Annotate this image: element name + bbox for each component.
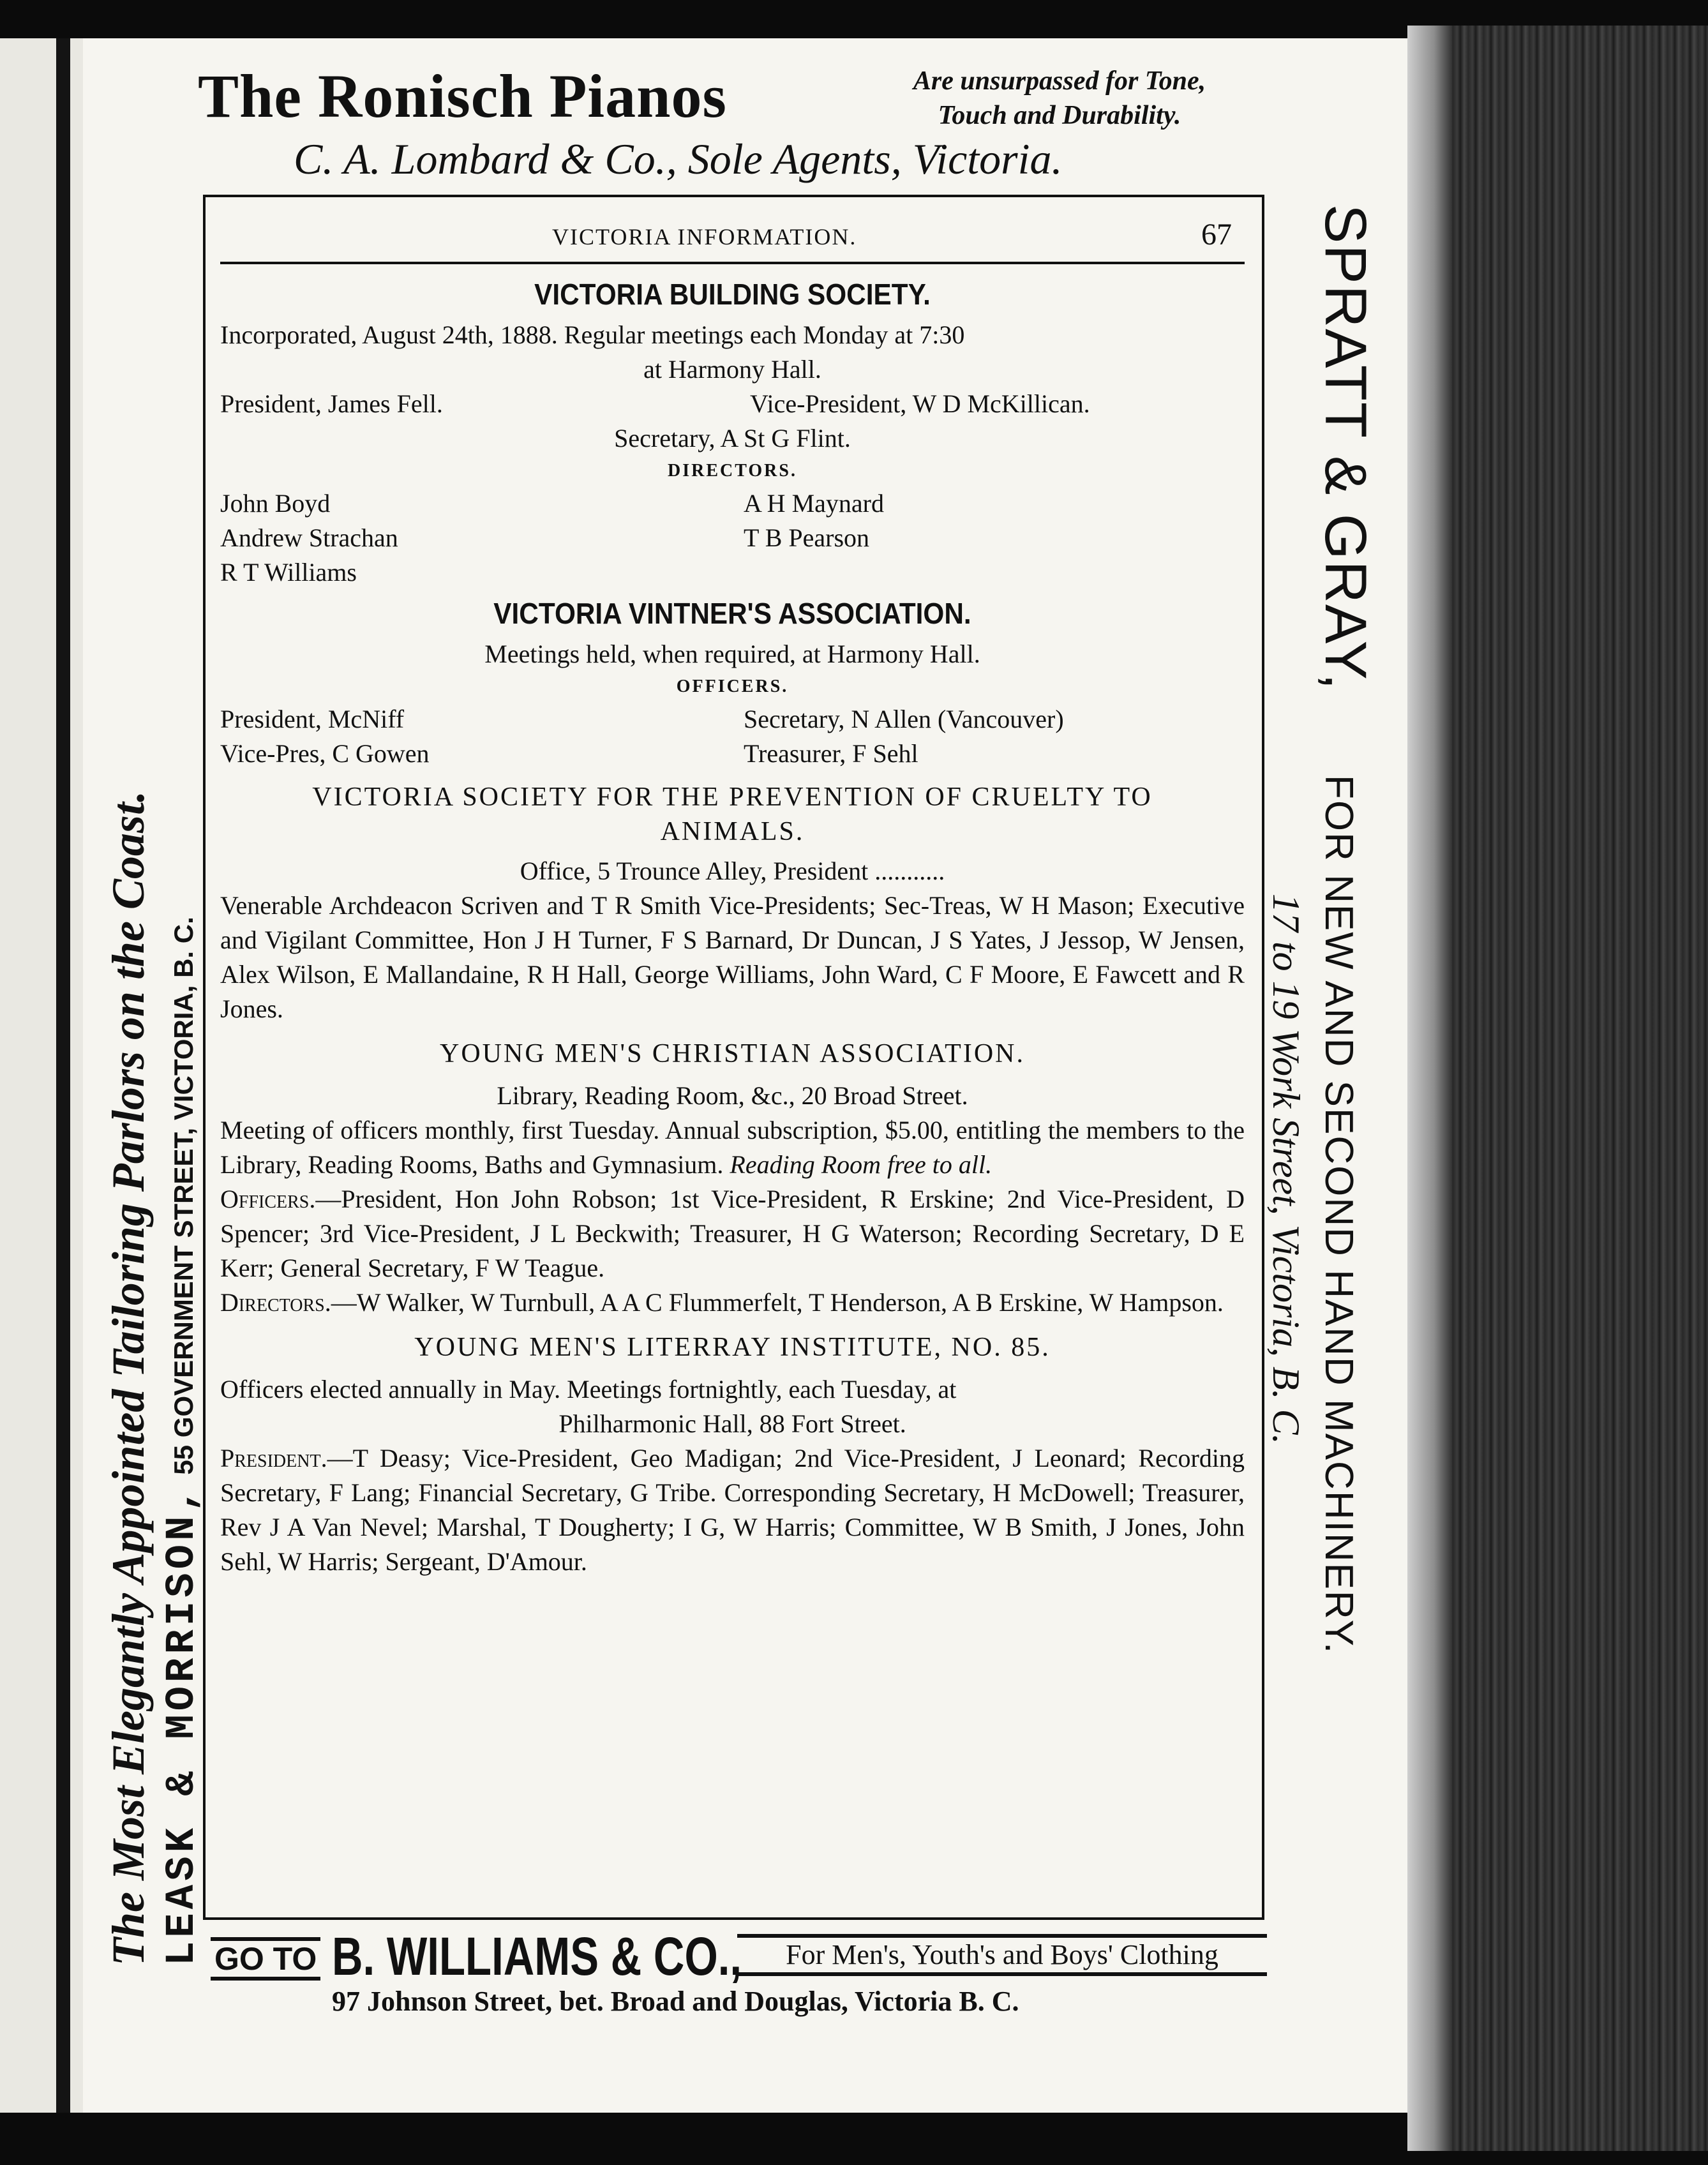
spca-title — [220, 780, 1245, 849]
tailor-ad-slogan: The Most Elegantly Appointed Tailoring Parlors on the Coast. — [103, 791, 154, 1966]
building-society-directors-label: DIRECTORS. — [668, 461, 797, 481]
piano-ad-tagline — [855, 64, 1264, 133]
director: R T Williams — [220, 558, 357, 587]
vintners-officers-label: OFFICERS. — [676, 677, 789, 696]
building-society-hall: at Harmony Hall. — [643, 355, 821, 384]
vintners-officers-left — [220, 702, 744, 771]
building-society-incorporated: Incorporated, August 24th, 1888. Regular meetings each Monday at 7:30 — [220, 320, 965, 349]
clothing-ad-address: 97 Johnson Street, bet. Broad and Douglas, Victoria B. C. — [332, 1986, 1019, 2017]
spca-office: Office, 5 Trounce Alley, President ........... — [520, 857, 945, 885]
machinery-ad — [1264, 204, 1379, 1654]
book-left-edge — [0, 38, 83, 2113]
ymca-title: YOUNG MEN'S CHRISTIAN ASSOCIATION. — [440, 1039, 1025, 1068]
vintners-title: VICTORIA VINTNER'S ASSOCIATION. — [493, 597, 971, 630]
building-society-title: VICTORIA BUILDING SOCIETY. — [534, 278, 931, 311]
vintners-meetings: Meetings held, when required, at Harmony Hall. — [484, 640, 980, 668]
ymca-officers-label: Officers. — [220, 1185, 316, 1213]
binding-bar — [56, 38, 70, 2113]
officer: Vice-Pres, C Gowen — [220, 739, 430, 768]
tailor-ad-name-line — [159, 147, 206, 1966]
building-society-directors — [220, 486, 1245, 590]
clothing-ad-goto: GO TO — [211, 1937, 320, 1981]
building-society-officers — [220, 387, 1245, 421]
officer: Treasurer, F Sehl — [744, 739, 918, 768]
vintners-officers — [220, 702, 1245, 771]
ymca-directors — [220, 1285, 1245, 1320]
machinery-ad-address: 17 to 19 Work Street, Victoria, B. C. — [1265, 894, 1307, 1444]
literary-officers-text: —T Deasy; Vice-President, Geo Madigan; 2nd Vice-President, J Leonard; Recording Secretary, F Lang; Financial Secretary, G Tribe. Corresponding Secretary, H McDowell; Treasurer, Rev J A Van Nevel; Marshal, T Dougherty; I G, W Harris; Committee, W B Smith, J Jones, John Sehl, W Harris; Sergeant, D'Amour. — [220, 1444, 1245, 1576]
running-header — [220, 211, 1245, 264]
building-society-vice-president: Vice-President, W D McKillican. — [750, 389, 1090, 418]
ymca-library: Library, Reading Room, &c., 20 Broad Street. — [497, 1081, 968, 1110]
director: A H Maynard — [744, 489, 884, 518]
clothing-ad-tag: For Men's, Youth's and Boys' Clothing — [737, 1934, 1267, 1976]
page-number: 67 — [1201, 218, 1232, 251]
clothing-ad-name: B. WILLIAMS & CO., — [332, 1926, 742, 1986]
machinery-ad-top — [1312, 204, 1379, 1654]
running-title: VICTORIA INFORMATION. — [552, 224, 857, 250]
officer: Secretary, N Allen (Vancouver) — [744, 705, 1064, 733]
literary-officers-elected: Officers elected annually in May. Meetings fortnightly, each Tuesday, at — [220, 1375, 957, 1404]
literary-hall: Philharmonic Hall, 88 Fort Street. — [558, 1409, 906, 1438]
ymca-reading-free: Reading Room free to all. — [730, 1150, 993, 1179]
building-society-president: President, James Fell. — [220, 389, 443, 418]
book-spine — [1407, 26, 1708, 2151]
ymca-meeting — [220, 1113, 1245, 1182]
spca-body: Venerable Archdeacon Scriven and T R Smith Vice-Presidents; Sec-Treas, W H Mason; Executive and Vigilant Committee, Hon J H Turner, F S Barnard, Dr Duncan, J S Yates, J Jessop, W Jensen, Alex Wilson, E Mallandaine, R H Hall, George Williams, John Ward, C F Moore, E Fawcett and R Jones. — [220, 891, 1245, 1023]
main-content — [220, 211, 1245, 1579]
spca-title-1: VICTORIA SOCIETY FOR THE PREVENTION OF CRUELTY TO — [312, 783, 1153, 812]
directors-column-left — [220, 486, 744, 590]
piano-ad-title: The Ronisch Pianos — [198, 62, 727, 130]
literary-president-label: President. — [220, 1444, 327, 1472]
ymca-officers-text: —President, Hon John Robson; 1st Vice-President, R Erskine; 2nd Vice-President, D Spencer; 3rd Vice-President, J L Beckwith; Treasurer, H G Waterson; Recording Secretary, D E Kerr; General Secretary, F W Teague. — [220, 1185, 1245, 1282]
directors-column-right — [744, 486, 884, 590]
director: John Boyd — [220, 489, 331, 518]
tailor-ad-address: 55 GOVERNMENT STREET, VICTORIA, B. C. — [169, 917, 199, 1475]
clothing-ad — [211, 1926, 1270, 1986]
machinery-ad-name: SPRATT & GRAY, — [1313, 204, 1378, 691]
machinery-ad-business: FOR NEW AND SECOND HAND MACHINERY. — [1317, 775, 1361, 1655]
ymca-directors-label: Directors. — [220, 1288, 331, 1317]
page-edges — [1407, 26, 1452, 2151]
piano-ad-tagline-2: Touch and Durability. — [938, 101, 1181, 130]
vintners-officers-right — [744, 702, 1064, 771]
piano-ad-tagline-1: Are unsurpassed for Tone, — [913, 66, 1206, 96]
tailor-ad — [102, 147, 206, 1966]
director: T B Pearson — [744, 523, 870, 552]
building-society-secretary: Secretary, A St G Flint. — [614, 424, 851, 453]
piano-ad-agents: C. A. Lombard & Co., Sole Agents, Victoria. — [294, 135, 1063, 183]
director: Andrew Strachan — [220, 523, 398, 552]
spca-title-2: ANIMALS. — [660, 817, 805, 846]
ymca-officers — [220, 1182, 1245, 1285]
tailor-ad-name: LEASK & MORRISON, — [160, 1484, 206, 1966]
literary-title: YOUNG MEN'S LITERRAY INSTITUTE, NO. 85. — [414, 1333, 1051, 1362]
officer: President, McNiff — [220, 705, 405, 733]
ymca-directors-text: —W Walker, W Turnbull, A A C Flummerfelt, T Henderson, A B Erskine, W Hampson. — [331, 1288, 1224, 1317]
literary-officers — [220, 1441, 1245, 1579]
ymca-meeting-text: Meeting of officers monthly, first Tuesday. Annual subscription, $5.00, entitling the members to the Library, Reading Rooms, Baths and Gymnasium. — [220, 1116, 1245, 1179]
